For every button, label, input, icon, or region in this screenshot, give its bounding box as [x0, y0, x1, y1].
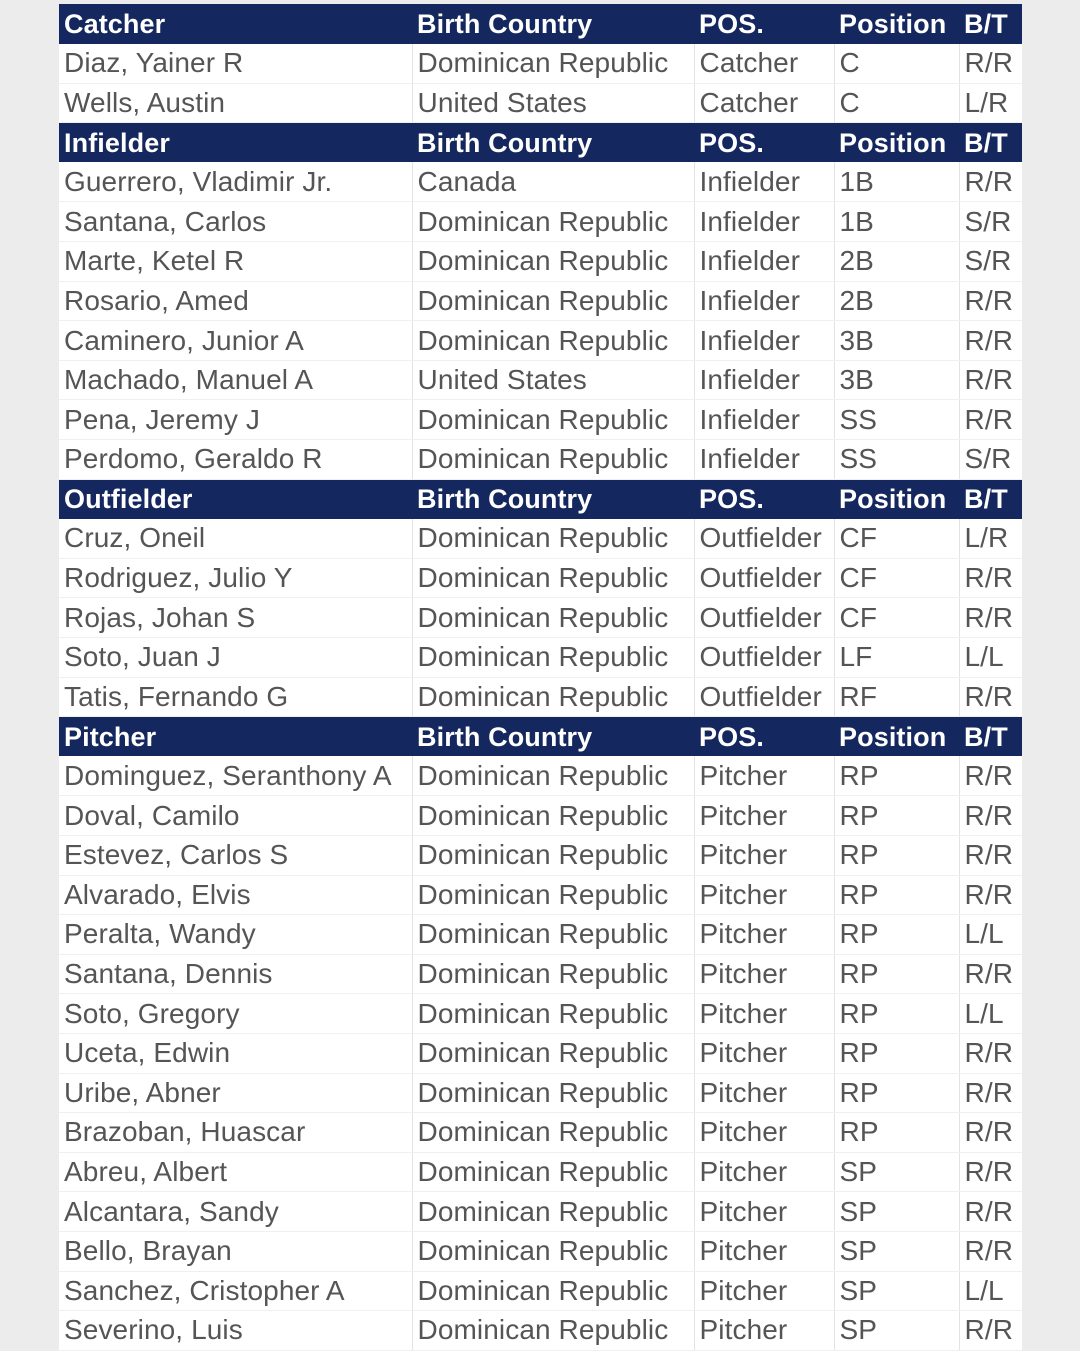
bt-cell: R/R	[959, 1152, 1022, 1192]
birth-country-cell: Dominican Republic	[412, 1231, 694, 1271]
pos-cell: Catcher	[694, 83, 834, 123]
player-name-cell: Bello, Brayan	[59, 1231, 412, 1271]
birth-country-cell: Dominican Republic	[412, 756, 694, 796]
player-row	[59, 756, 1022, 796]
birth-country-cell: Canada	[412, 162, 694, 202]
group-title: Pitcher	[59, 717, 412, 757]
birth-country-cell: Dominican Republic	[412, 281, 694, 321]
player-row	[59, 400, 1022, 440]
pos-cell: Pitcher	[694, 1271, 834, 1311]
column-header-birth-country: Birth Country	[412, 123, 694, 163]
bt-cell: R/R	[959, 875, 1022, 915]
group-header-row	[59, 479, 1022, 519]
pos-cell: Pitcher	[694, 1231, 834, 1271]
column-header-pos: POS.	[694, 717, 834, 757]
birth-country-cell: Dominican Republic	[412, 44, 694, 84]
column-header-position: Position	[834, 717, 959, 757]
position-cell: SS	[834, 400, 959, 440]
bt-cell: R/R	[959, 1073, 1022, 1113]
group-header-row	[59, 123, 1022, 163]
player-name-cell: Perdomo, Geraldo R	[59, 440, 412, 480]
pos-cell: Pitcher	[694, 1073, 834, 1113]
group-title: Outfielder	[59, 479, 412, 519]
player-row	[59, 796, 1022, 836]
position-cell: RP	[834, 1073, 959, 1113]
player-row	[59, 1231, 1022, 1271]
birth-country-cell: Dominican Republic	[412, 1152, 694, 1192]
birth-country-cell: Dominican Republic	[412, 1113, 694, 1153]
player-row	[59, 44, 1022, 84]
column-header-pos: POS.	[694, 123, 834, 163]
column-header-position: Position	[834, 123, 959, 163]
position-cell: RP	[834, 875, 959, 915]
player-name-cell: Rojas, Johan S	[59, 598, 412, 638]
position-cell: RF	[834, 677, 959, 717]
pos-cell: Infielder	[694, 400, 834, 440]
player-name-cell: Santana, Carlos	[59, 202, 412, 242]
roster-table	[59, 4, 1022, 1351]
player-row	[59, 1271, 1022, 1311]
pos-cell: Pitcher	[694, 954, 834, 994]
column-header-pos: POS.	[694, 479, 834, 519]
bt-cell: R/R	[959, 1192, 1022, 1232]
birth-country-cell: Dominican Republic	[412, 954, 694, 994]
player-row	[59, 202, 1022, 242]
column-header-birth-country: Birth Country	[412, 479, 694, 519]
position-cell: RP	[834, 796, 959, 836]
player-name-cell: Santana, Dennis	[59, 954, 412, 994]
column-header-bt: B/T	[959, 479, 1022, 519]
player-row	[59, 1311, 1022, 1351]
birth-country-cell: Dominican Republic	[412, 321, 694, 361]
pos-cell: Infielder	[694, 360, 834, 400]
pos-cell: Outfielder	[694, 558, 834, 598]
bt-cell: R/R	[959, 598, 1022, 638]
player-name-cell: Pena, Jeremy J	[59, 400, 412, 440]
bt-cell: R/R	[959, 281, 1022, 321]
bt-cell: R/R	[959, 1311, 1022, 1351]
player-row	[59, 835, 1022, 875]
player-name-cell: Alvarado, Elvis	[59, 875, 412, 915]
position-cell: 2B	[834, 281, 959, 321]
pos-cell: Outfielder	[694, 638, 834, 678]
position-cell: RP	[834, 954, 959, 994]
column-header-position: Position	[834, 479, 959, 519]
player-row	[59, 321, 1022, 361]
birth-country-cell: Dominican Republic	[412, 242, 694, 282]
player-name-cell: Cruz, Oneil	[59, 519, 412, 559]
birth-country-cell: Dominican Republic	[412, 1033, 694, 1073]
player-name-cell: Dominguez, Seranthony A	[59, 756, 412, 796]
birth-country-cell: United States	[412, 360, 694, 400]
bt-cell: R/R	[959, 44, 1022, 84]
pos-cell: Outfielder	[694, 677, 834, 717]
position-cell: LF	[834, 638, 959, 678]
player-name-cell: Wells, Austin	[59, 83, 412, 123]
birth-country-cell: Dominican Republic	[412, 875, 694, 915]
position-cell: SS	[834, 440, 959, 480]
group-header-row	[59, 717, 1022, 757]
player-row	[59, 440, 1022, 480]
pos-cell: Pitcher	[694, 835, 834, 875]
birth-country-cell: United States	[412, 83, 694, 123]
bt-cell: S/R	[959, 242, 1022, 282]
player-name-cell: Uribe, Abner	[59, 1073, 412, 1113]
player-row	[59, 281, 1022, 321]
player-row	[59, 162, 1022, 202]
birth-country-cell: Dominican Republic	[412, 202, 694, 242]
birth-country-cell: Dominican Republic	[412, 835, 694, 875]
position-cell: RP	[834, 994, 959, 1034]
player-name-cell: Abreu, Albert	[59, 1152, 412, 1192]
group-title: Infielder	[59, 123, 412, 163]
pos-cell: Outfielder	[694, 598, 834, 638]
player-name-cell: Uceta, Edwin	[59, 1033, 412, 1073]
player-name-cell: Soto, Gregory	[59, 994, 412, 1034]
pos-cell: Outfielder	[694, 519, 834, 559]
player-name-cell: Rodriguez, Julio Y	[59, 558, 412, 598]
column-header-bt: B/T	[959, 123, 1022, 163]
player-name-cell: Tatis, Fernando G	[59, 677, 412, 717]
birth-country-cell: Dominican Republic	[412, 915, 694, 955]
pos-cell: Catcher	[694, 44, 834, 84]
bt-cell: R/R	[959, 360, 1022, 400]
birth-country-cell: Dominican Republic	[412, 400, 694, 440]
player-row	[59, 1113, 1022, 1153]
bt-cell: R/R	[959, 558, 1022, 598]
birth-country-cell: Dominican Republic	[412, 638, 694, 678]
bt-cell: R/R	[959, 1231, 1022, 1271]
player-row	[59, 558, 1022, 598]
player-name-cell: Brazoban, Huascar	[59, 1113, 412, 1153]
bt-cell: R/R	[959, 1113, 1022, 1153]
position-cell: 3B	[834, 321, 959, 361]
birth-country-cell: Dominican Republic	[412, 519, 694, 559]
pos-cell: Infielder	[694, 242, 834, 282]
bt-cell: L/R	[959, 83, 1022, 123]
pos-cell: Infielder	[694, 202, 834, 242]
birth-country-cell: Dominican Republic	[412, 1311, 694, 1351]
bt-cell: R/R	[959, 1033, 1022, 1073]
birth-country-cell: Dominican Republic	[412, 1073, 694, 1113]
pos-cell: Pitcher	[694, 915, 834, 955]
column-header-birth-country: Birth Country	[412, 4, 694, 44]
position-cell: RP	[834, 915, 959, 955]
player-row	[59, 83, 1022, 123]
birth-country-cell: Dominican Republic	[412, 558, 694, 598]
pos-cell: Pitcher	[694, 875, 834, 915]
bt-cell: R/R	[959, 796, 1022, 836]
player-row	[59, 994, 1022, 1034]
position-cell: RP	[834, 835, 959, 875]
position-cell: SP	[834, 1192, 959, 1232]
player-name-cell: Sanchez, Cristopher A	[59, 1271, 412, 1311]
player-name-cell: Marte, Ketel R	[59, 242, 412, 282]
column-header-birth-country: Birth Country	[412, 717, 694, 757]
player-row	[59, 915, 1022, 955]
pos-cell: Pitcher	[694, 796, 834, 836]
player-name-cell: Soto, Juan J	[59, 638, 412, 678]
position-cell: SP	[834, 1311, 959, 1351]
player-name-cell: Peralta, Wandy	[59, 915, 412, 955]
player-row	[59, 875, 1022, 915]
bt-cell: S/R	[959, 440, 1022, 480]
roster-table-body	[59, 4, 1022, 1350]
group-title: Catcher	[59, 4, 412, 44]
player-row	[59, 242, 1022, 282]
bt-cell: R/R	[959, 835, 1022, 875]
pos-cell: Infielder	[694, 281, 834, 321]
position-cell: RP	[834, 1033, 959, 1073]
birth-country-cell: Dominican Republic	[412, 1271, 694, 1311]
birth-country-cell: Dominican Republic	[412, 598, 694, 638]
position-cell: CF	[834, 519, 959, 559]
bt-cell: L/R	[959, 519, 1022, 559]
pos-cell: Pitcher	[694, 1192, 834, 1232]
pos-cell: Pitcher	[694, 756, 834, 796]
player-row	[59, 1192, 1022, 1232]
position-cell: C	[834, 44, 959, 84]
bt-cell: L/L	[959, 1271, 1022, 1311]
position-cell: SP	[834, 1152, 959, 1192]
player-row	[59, 519, 1022, 559]
player-name-cell: Guerrero, Vladimir Jr.	[59, 162, 412, 202]
position-cell: SP	[834, 1231, 959, 1271]
bt-cell: R/R	[959, 677, 1022, 717]
player-row	[59, 1152, 1022, 1192]
bt-cell: L/L	[959, 638, 1022, 678]
bt-cell: R/R	[959, 321, 1022, 361]
player-row	[59, 677, 1022, 717]
position-cell: SP	[834, 1271, 959, 1311]
player-row	[59, 598, 1022, 638]
pos-cell: Pitcher	[694, 1152, 834, 1192]
position-cell: RP	[834, 1113, 959, 1153]
column-header-position: Position	[834, 4, 959, 44]
position-cell: RP	[834, 756, 959, 796]
player-row	[59, 638, 1022, 678]
position-cell: 1B	[834, 202, 959, 242]
pos-cell: Pitcher	[694, 994, 834, 1034]
position-cell: 2B	[834, 242, 959, 282]
position-cell: CF	[834, 598, 959, 638]
player-name-cell: Severino, Luis	[59, 1311, 412, 1351]
group-header-row	[59, 4, 1022, 44]
player-name-cell: Alcantara, Sandy	[59, 1192, 412, 1232]
pos-cell: Infielder	[694, 162, 834, 202]
pos-cell: Infielder	[694, 321, 834, 361]
birth-country-cell: Dominican Republic	[412, 677, 694, 717]
player-row	[59, 1033, 1022, 1073]
bt-cell: S/R	[959, 202, 1022, 242]
player-row	[59, 954, 1022, 994]
pos-cell: Infielder	[694, 440, 834, 480]
position-cell: CF	[834, 558, 959, 598]
player-name-cell: Doval, Camilo	[59, 796, 412, 836]
pos-cell: Pitcher	[694, 1033, 834, 1073]
birth-country-cell: Dominican Republic	[412, 994, 694, 1034]
column-header-pos: POS.	[694, 4, 834, 44]
position-cell: C	[834, 83, 959, 123]
player-name-cell: Machado, Manuel A	[59, 360, 412, 400]
birth-country-cell: Dominican Republic	[412, 440, 694, 480]
birth-country-cell: Dominican Republic	[412, 796, 694, 836]
bt-cell: R/R	[959, 400, 1022, 440]
bt-cell: R/R	[959, 954, 1022, 994]
bt-cell: L/L	[959, 994, 1022, 1034]
player-name-cell: Estevez, Carlos S	[59, 835, 412, 875]
pos-cell: Pitcher	[694, 1113, 834, 1153]
bt-cell: R/R	[959, 162, 1022, 202]
column-header-bt: B/T	[959, 4, 1022, 44]
player-name-cell: Rosario, Amed	[59, 281, 412, 321]
pos-cell: Pitcher	[694, 1311, 834, 1351]
player-name-cell: Diaz, Yainer R	[59, 44, 412, 84]
bt-cell: R/R	[959, 756, 1022, 796]
player-name-cell: Caminero, Junior A	[59, 321, 412, 361]
player-row	[59, 1073, 1022, 1113]
position-cell: 1B	[834, 162, 959, 202]
player-row	[59, 360, 1022, 400]
bt-cell: L/L	[959, 915, 1022, 955]
birth-country-cell: Dominican Republic	[412, 1192, 694, 1232]
position-cell: 3B	[834, 360, 959, 400]
column-header-bt: B/T	[959, 717, 1022, 757]
